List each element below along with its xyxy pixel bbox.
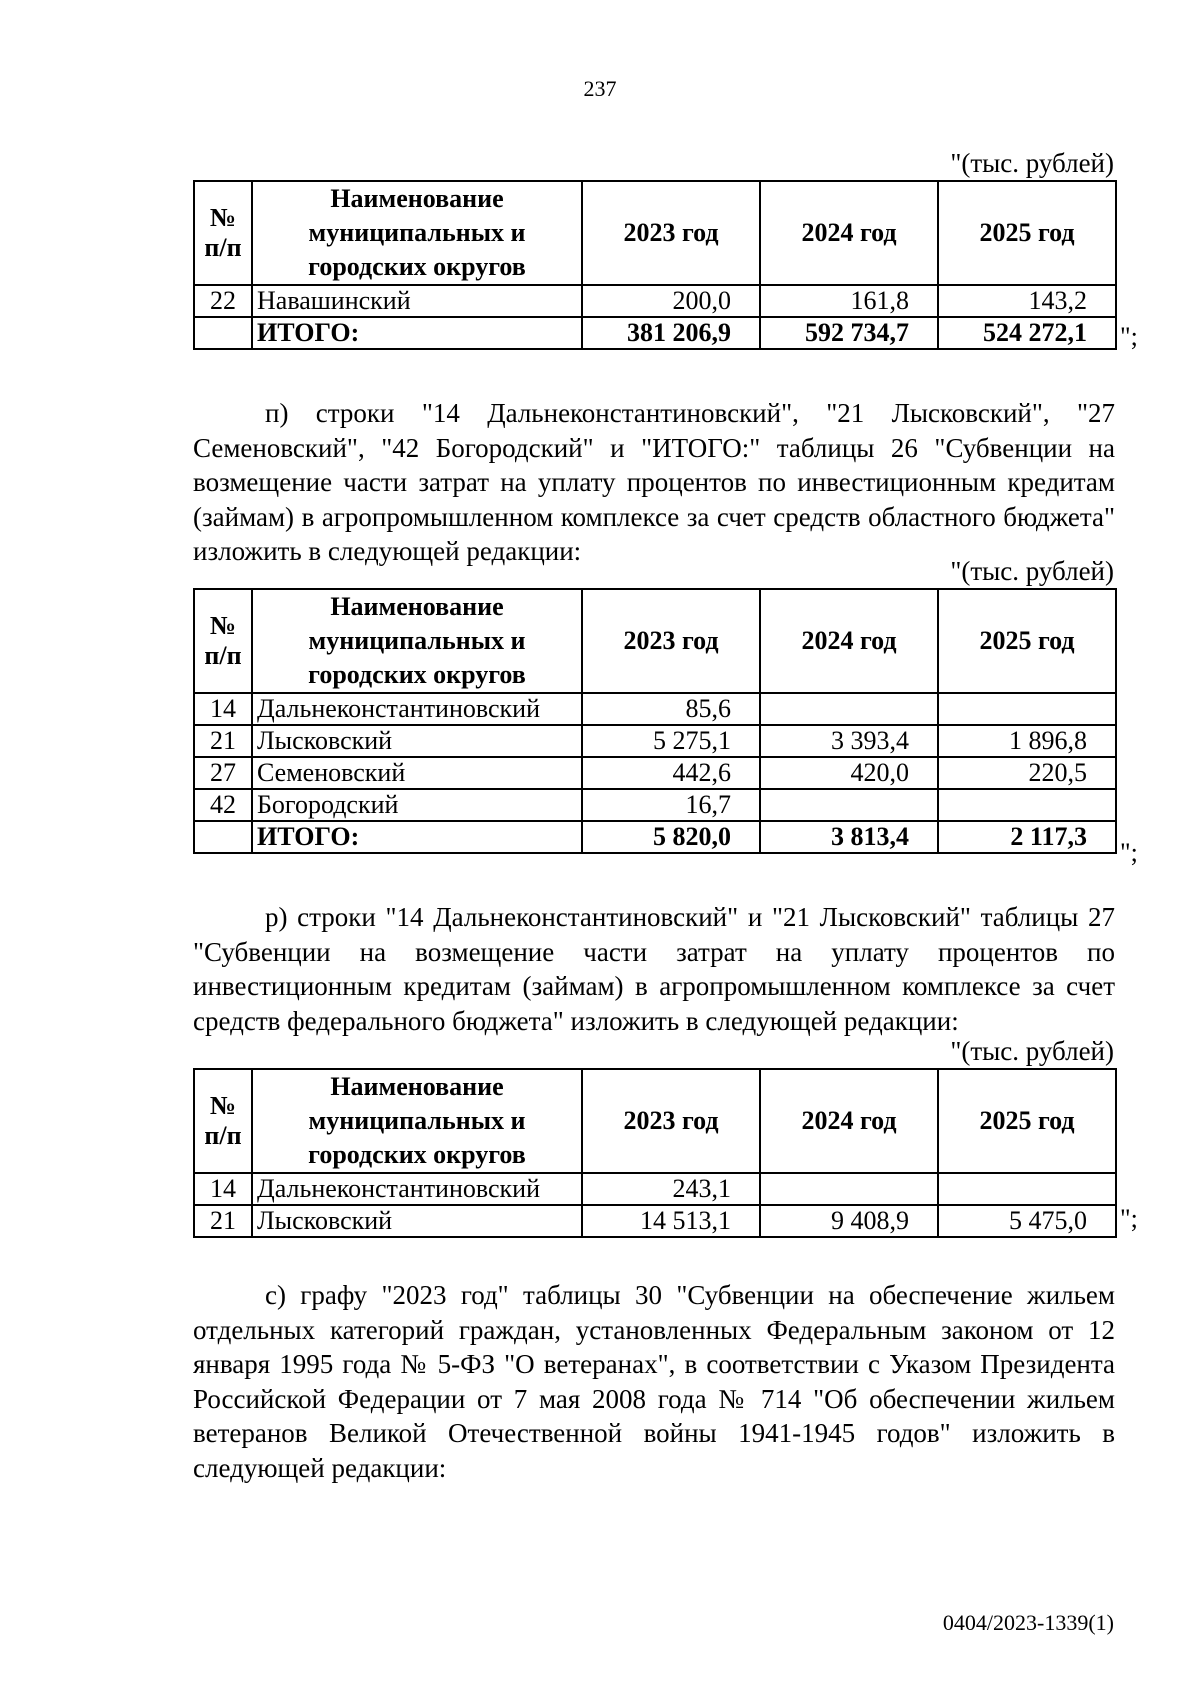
page-number: 237 (583, 76, 617, 101)
total-2025: 2 117,3 (938, 821, 1116, 853)
paragraph-r-text: р) строки "14 Дальнеконстантиновский" и "21 Лысковский" таблицы 27 "Субвенции на возмещение части затрат на уплату процентов по инвестиционным кредитам (займам) в агропромышленном комплексе за счет средств федерального бюджета" изложить в следующей редакции: (193, 902, 1115, 1036)
row-2025 (938, 693, 1116, 725)
row-num: 21 (194, 1205, 252, 1237)
row-2023: 16,7 (582, 789, 760, 821)
budget-table-2 (193, 588, 1117, 854)
row-2023: 85,6 (582, 693, 760, 725)
header-2025: 2025 год (938, 1069, 1116, 1173)
table-row (194, 789, 1116, 821)
header-2025: 2025 год (938, 181, 1116, 285)
header-2024: 2024 год (760, 181, 938, 285)
row-2024 (760, 1173, 938, 1205)
row-2023: 442,6 (582, 757, 760, 789)
closing-mark: "; (1120, 838, 1138, 867)
header-name: Наименование муниципальных и городских округов (252, 589, 582, 693)
header-name: Наименование муниципальных и городских округов (252, 181, 582, 285)
row-name: Навашинский (252, 285, 582, 317)
table-row (194, 757, 1116, 789)
header-name: Наименование муниципальных и городских округов (252, 1069, 582, 1173)
row-2024: 3 393,4 (760, 725, 938, 757)
total-2023: 5 820,0 (582, 821, 760, 853)
header-num: № п/п (194, 181, 252, 285)
header-num: № п/п (194, 1069, 252, 1173)
paragraph-p-text: п) строки "14 Дальнеконстантиновский", "21 Лысковский", "27 Семеновский", "42 Богородский" и "ИТОГО:" таблицы 26 "Субвенции на возмещение части затрат на уплату процентов по инвестиционным кредитам (займам) в агропромышленном комплексе за счет средств областного бюджета" изложить в следующей редакции: (193, 398, 1115, 566)
row-2024 (760, 693, 938, 725)
row-num: 14 (194, 1173, 252, 1205)
header-2023: 2023 год (582, 181, 760, 285)
header-num: № п/п (194, 589, 252, 693)
row-2025: 220,5 (938, 757, 1116, 789)
total-label: ИТОГО: (252, 821, 582, 853)
row-name: Богородский (252, 789, 582, 821)
row-2025 (938, 789, 1116, 821)
total-label: ИТОГО: (252, 317, 582, 349)
header-2024: 2024 год (760, 589, 938, 693)
closing-mark: "; (1120, 1204, 1138, 1233)
paragraph-p (193, 396, 1115, 569)
header-2024: 2024 год (760, 1069, 938, 1173)
unit-label: "(тыс. рублей) (950, 1036, 1114, 1066)
row-2025 (938, 1173, 1116, 1205)
budget-table-3 (193, 1068, 1117, 1238)
row-name: Дальнеконстантиновский (252, 1173, 582, 1205)
row-2025: 143,2 (938, 285, 1116, 317)
paragraph-r (193, 900, 1115, 1038)
table-row (194, 693, 1116, 725)
row-2024: 9 408,9 (760, 1205, 938, 1237)
total-2024: 592 734,7 (760, 317, 938, 349)
total-2024: 3 813,4 (760, 821, 938, 853)
row-name: Лысковский (252, 725, 582, 757)
table-header-row (194, 1069, 1116, 1173)
row-name: Лысковский (252, 1205, 582, 1237)
row-2024 (760, 789, 938, 821)
table-header-row (194, 589, 1116, 693)
total-2023: 381 206,9 (582, 317, 760, 349)
row-name: Дальнеконстантиновский (252, 693, 582, 725)
row-2024: 161,8 (760, 285, 938, 317)
paragraph-s-text: с) графу "2023 год" таблицы 30 "Субвенции на обеспечение жильем отдельных категорий граждан, установленных Федеральным законом от 12 января 1995 года № 5-ФЗ "О ветеранах", в соответствии с Указом Президента Российской Федерации от 7 мая 2008 года № 714 "Об обеспечении жильем ветеранов Великой Отечественной войны 1941-1945 годов" изложить в следующей редакции: (193, 1280, 1115, 1483)
header-2023: 2023 год (582, 1069, 760, 1173)
closing-mark: "; (1120, 322, 1138, 351)
row-name: Семеновский (252, 757, 582, 789)
paragraph-s (193, 1278, 1115, 1485)
table-row (194, 1173, 1116, 1205)
total-row (194, 821, 1116, 853)
row-num: 22 (194, 285, 252, 317)
row-2023: 5 275,1 (582, 725, 760, 757)
document-code: 0404/2023-1339(1) (942, 1610, 1114, 1635)
unit-label: "(тыс. рублей) (950, 148, 1114, 178)
total-row (194, 317, 1116, 349)
row-2023: 243,1 (582, 1173, 760, 1205)
row-num: 21 (194, 725, 252, 757)
budget-table-1 (193, 180, 1117, 350)
row-num-empty (194, 821, 252, 853)
header-2023: 2023 год (582, 589, 760, 693)
row-num-empty (194, 317, 252, 349)
table-row (194, 285, 1116, 317)
row-num: 42 (194, 789, 252, 821)
row-2023: 14 513,1 (582, 1205, 760, 1237)
row-num: 14 (194, 693, 252, 725)
header-2025: 2025 год (938, 589, 1116, 693)
table-row (194, 1205, 1116, 1237)
row-2025: 1 896,8 (938, 725, 1116, 757)
row-2023: 200,0 (582, 285, 760, 317)
table-header-row (194, 181, 1116, 285)
unit-label: "(тыс. рублей) (950, 556, 1114, 586)
row-2025: 5 475,0 (938, 1205, 1116, 1237)
table-row (194, 725, 1116, 757)
total-2025: 524 272,1 (938, 317, 1116, 349)
row-num: 27 (194, 757, 252, 789)
row-2024: 420,0 (760, 757, 938, 789)
